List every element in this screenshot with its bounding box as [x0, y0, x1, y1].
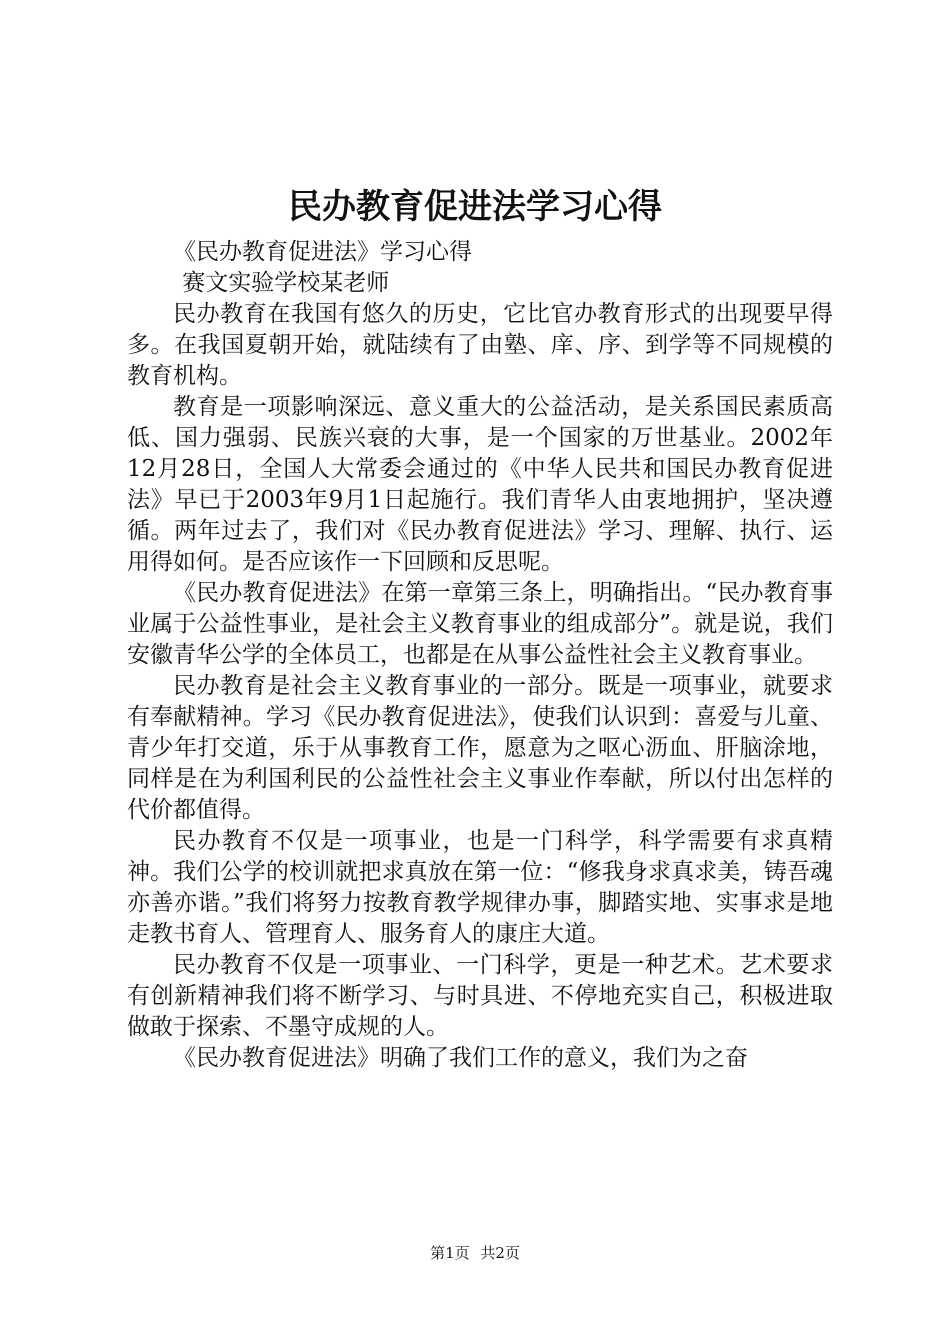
subtitle-paragraph: 《民办教育促进法》学习心得: [173, 239, 472, 265]
body-paragraph: 教育是一项影响深远、意义重大的公益活动，是关系国民素质高低、国力强弱、民族兴衰的大事，是一个国家的万世基业。2002年12月28日，全国人大常委会通过的《中华人民共和国民办教育促进法》早已于2003年9月1日起施行。我们青华人由衷地拥护，坚决遵循。两年过去了，我们对《民办教育促进法》学习、理解、执行、运用得如何。是否应该作一下回顾和反思呢。: [127, 394, 833, 575]
body-paragraph: 《民办教育促进法》明确了我们工作的意义，我们为之奋: [173, 1045, 748, 1071]
body-paragraph: 《民办教育促进法》在第一章第三条上，明确指出。“民办教育事业属于公益性事业，是社会主义教育事业的组成部分”。就是说，我们安徽青华公学的全体员工，也都是在从事公益性社会主义教育事业。: [127, 580, 833, 668]
body-paragraph: 民办教育是社会主义教育事业的一部分。既是一项事业，就要求有奉献精神。学习《民办教育促进法》，使我们认识到：喜爱与儿童、青少年打交道，乐于从事教育工作，愿意为之呕心沥血、肝脑涂地，同样是在为利国利民的公益性社会主义事业作奉献，所以付出怎样的代价都值得。: [127, 673, 833, 823]
body-paragraph: 民办教育不仅是一项事业，也是一门科学，科学需要有求真精神。我们公学的校训就把求真放在第一位：“修我身求真求美，铸吾魂亦善亦谐。”我们将努力按教育教学规律办事，脚踏实地、实事求是地走教书育人、管理育人、服务育人的康庄大道。: [127, 828, 833, 947]
document-body: [127, 237, 833, 1074]
body-paragraph: 民办教育在我国有悠久的历史，它比官办教育形式的出现要早得多。在我国夏朝开始，就陆续有了由塾、庠、序、到学等不同规模的教育机构。: [127, 301, 833, 389]
document-title: 民办教育促进法学习心得: [288, 187, 662, 227]
page-total: 共2页: [480, 1244, 520, 1262]
page-number: 第1页: [430, 1244, 470, 1262]
author-paragraph: 赛文实验学校某老师: [182, 270, 390, 296]
page-footer: [0, 1243, 950, 1263]
body-paragraph: 民办教育不仅是一项事业、一门科学，更是一种艺术。艺术要求有创新精神我们将不断学习、与时具进、不停地充实自己，积极进取做敢于探索、不墨守成规的人。: [127, 952, 833, 1040]
